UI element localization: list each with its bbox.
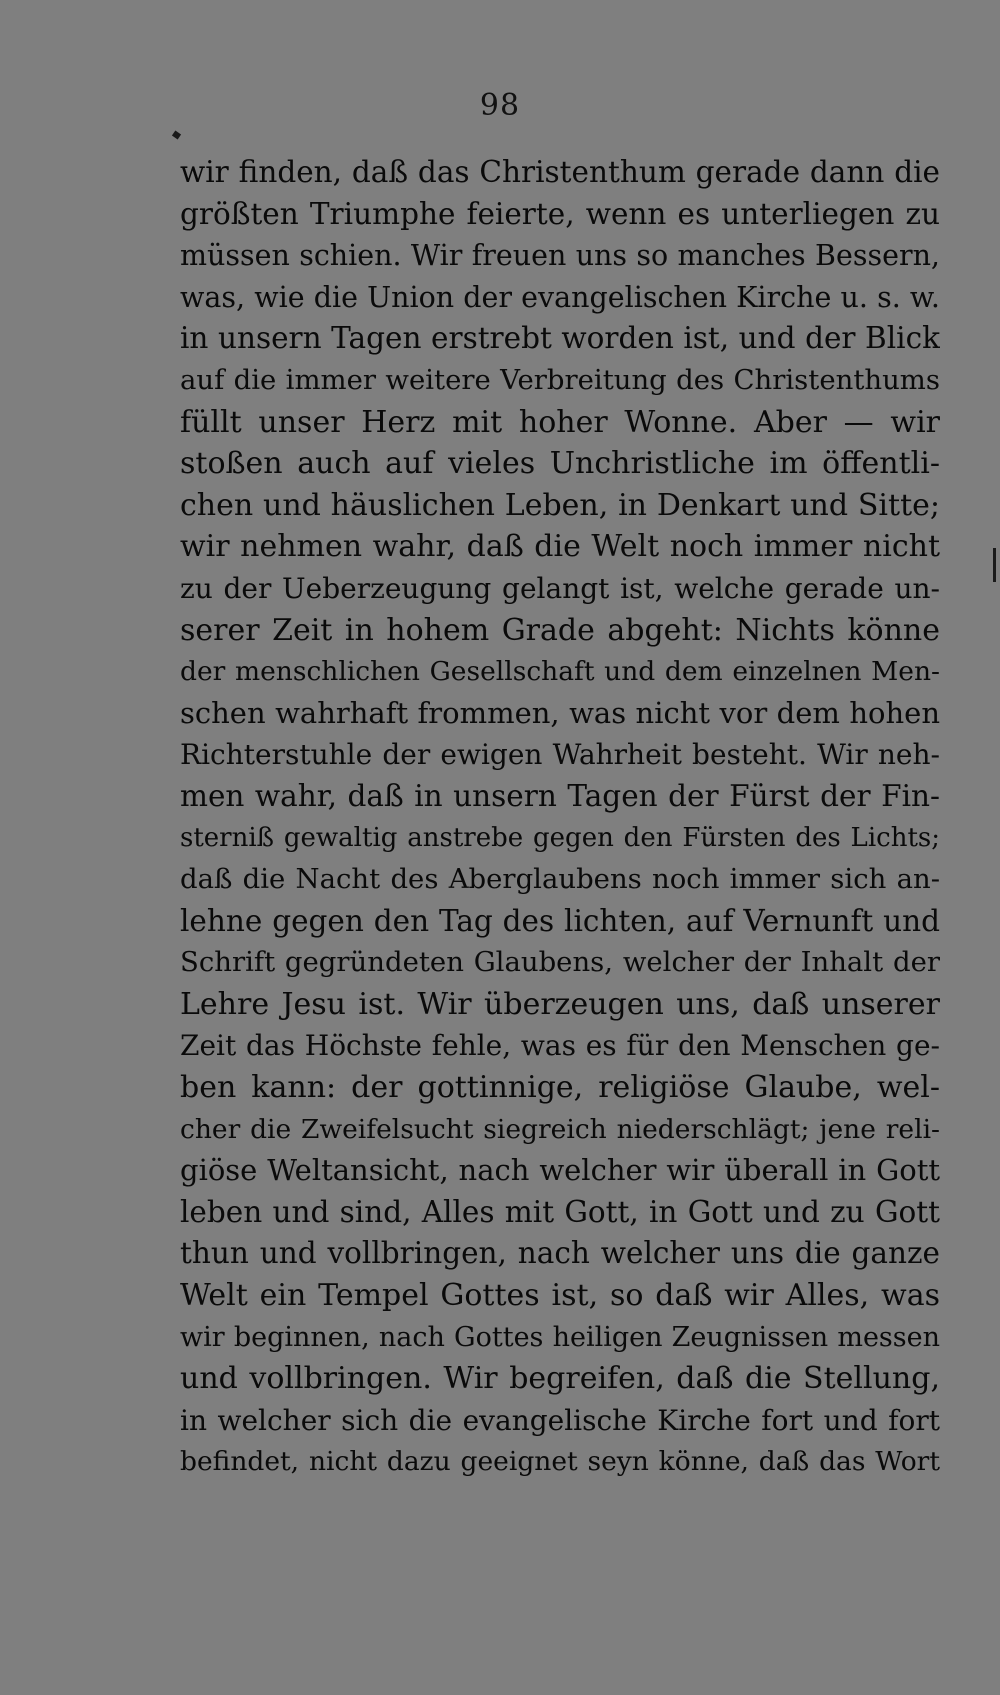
text-line: befindet, nicht dazu geeignet seyn könne, daß das Wort [180, 1446, 940, 1478]
text-line: leben und sind, Alles mit Gott, in Gott und zu Gott [180, 1194, 940, 1229]
text-line: wir beginnen, nach Gottes heiligen Zeugnissen messen [180, 1321, 940, 1353]
text-line: müssen schien. Wir freuen uns so manches Bessern, [180, 239, 940, 273]
text-line: was, wie die Union der evangelischen Kirche u. s. w. [180, 280, 940, 314]
margin-mark [993, 548, 996, 582]
text-line: in welcher sich die evangelische Kirche fort und fort [180, 1403, 940, 1437]
text-line: Welt ein Tempel Gottes ist, so daß wir Alles, was [180, 1278, 940, 1314]
text-line: chen und häuslichen Leben, in Denkart und Sitte; [180, 487, 940, 523]
text-line: giöse Weltansicht, nach welcher wir überall in Gott [180, 1153, 940, 1188]
text-line: wir nehmen wahr, daß die Welt noch immer nicht [180, 529, 940, 565]
text-line: Lehre Jesu ist. Wir überzeugen uns, daß unserer [180, 986, 940, 1022]
text-line: serer Zeit in hohem Grade abgeht: Nichts könne [180, 612, 940, 648]
ink-speck [172, 131, 181, 140]
text-line: Schrift gegründeten Glaubens, welcher der Inhalt der [180, 946, 940, 979]
text-line: in unsern Tagen erstrebt worden ist, und der Blick [180, 321, 940, 356]
text-line: der menschlichen Gesellschaft und dem einzelnen Men- [180, 656, 940, 688]
text-line: men wahr, daß in unsern Tagen der Fürst der Fin- [180, 778, 940, 813]
text-line: daß die Nacht des Aberglaubens noch immer sich an- [180, 863, 940, 896]
text-line: auf die immer weitere Verbreitung des Christenthums [180, 363, 940, 396]
text-line: Zeit das Höchste fehle, was es für den Menschen ge- [180, 1029, 940, 1063]
page-number: 98 [479, 88, 521, 123]
text-line: sterniß gewaltig anstrebe gegen den Fürsten des Lichts; [180, 822, 940, 853]
text-line: und vollbringen. Wir begreifen, daß die Stellung, [180, 1361, 940, 1397]
text-line: thun und vollbringen, nach welcher uns die ganze [180, 1236, 940, 1271]
text-line: schen wahrhaft frommen, was nicht vor dem hohen [180, 695, 940, 730]
text-line: ben kann: der gottinnige, religiöse Glaube, wel- [180, 1070, 940, 1106]
text-line: Richterstuhle der ewigen Wahrheit besteht. Wir neh- [180, 738, 940, 772]
text-line: cher die Zweifelsucht siegreich niederschlägt; jene reli- [180, 1113, 940, 1145]
text-line: stoßen auch auf vieles Unchristliche im öffentli- [180, 446, 940, 482]
text-line: wir finden, daß das Christenthum gerade dann die [180, 155, 940, 189]
body-text [180, 152, 940, 1483]
text-line: lehne gegen den Tag des lichten, auf Vernunft und [180, 903, 940, 938]
text-line: größten Triumphe feierte, wenn es unterliegen zu [180, 196, 940, 231]
text-line: füllt unser Herz mit hoher Wonne. Aber — wir [180, 404, 940, 440]
text-line: zu der Ueberzeugung gelangt ist, welche gerade un- [180, 571, 940, 605]
